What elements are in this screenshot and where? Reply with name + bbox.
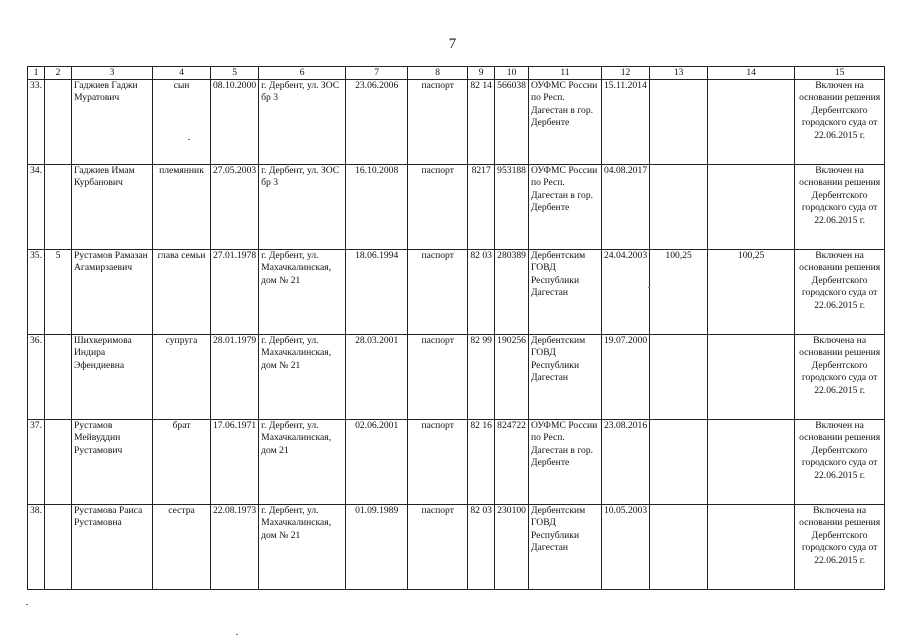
column-header: 9: [468, 67, 495, 80]
table-row: [28, 505, 885, 590]
scan-speck: [648, 287, 650, 288]
residents-table: [27, 66, 885, 590]
area-total-cell: [650, 420, 708, 505]
registration-date-cell: 02.06.2001: [346, 420, 408, 505]
column-header: 10: [495, 67, 529, 80]
issued-by-cell: Дербентским ГОВД Республики Дагестан: [528, 505, 601, 590]
family-number-cell: [45, 165, 72, 250]
passport-series-cell: 82 99: [468, 335, 495, 420]
area-total-cell: [650, 165, 708, 250]
passport-number-cell: 953188: [495, 165, 529, 250]
passport-number-cell: 280389: [495, 250, 529, 335]
passport-series-cell: 8217: [468, 165, 495, 250]
issue-date-cell: 04.08.2017: [601, 165, 649, 250]
document-type-cell: паспорт: [408, 80, 468, 165]
scan-speck: [188, 139, 190, 140]
registration-date-cell: 18.06.1994: [346, 250, 408, 335]
birth-date-cell: 28.01.1979: [211, 335, 259, 420]
note-cell: Включен на основании решения Дербентского городского суда от 22.06.2015 г.: [795, 80, 885, 165]
birth-date-cell: 27.05.2003: [211, 165, 259, 250]
table-row: [28, 165, 885, 250]
passport-number-cell: 190256: [495, 335, 529, 420]
full-name-cell: Гаджиев Имам Курбанович: [72, 165, 153, 250]
note-cell: Включена на основании решения Дербентского городского суда от 22.06.2015 г.: [795, 505, 885, 590]
address-cell: г. Дербент, ул. Махачкалинская, дом № 21: [259, 335, 346, 420]
issue-date-cell: 19.07.2000: [601, 335, 649, 420]
column-header: 4: [153, 67, 211, 80]
column-header: 6: [259, 67, 346, 80]
relation-cell: супруга: [153, 335, 211, 420]
area-living-cell: [708, 505, 795, 590]
column-header: 3: [72, 67, 153, 80]
scan-speck: [26, 604, 28, 605]
row-number-cell: 33.: [28, 80, 45, 165]
issued-by-cell: ОУФМС России по Респ. Дагестан в гор. Дербенте: [528, 165, 601, 250]
column-header: 1: [28, 67, 45, 80]
birth-date-cell: 08.10.2000: [211, 80, 259, 165]
column-header: 11: [528, 67, 601, 80]
row-number-cell: 35.: [28, 250, 45, 335]
passport-number-cell: 824722: [495, 420, 529, 505]
area-living-cell: [708, 420, 795, 505]
column-header: 12: [601, 67, 649, 80]
row-number-cell: 34.: [28, 165, 45, 250]
column-header: 13: [650, 67, 708, 80]
table-row: [28, 335, 885, 420]
note-cell: Включен на основании решения Дербентского городского суда от 22.06.2015 г.: [795, 420, 885, 505]
registration-date-cell: 01.09.1989: [346, 505, 408, 590]
column-header: 5: [211, 67, 259, 80]
relation-cell: сестра: [153, 505, 211, 590]
full-name-cell: Шихкеримова Индира Эфендиевна: [72, 335, 153, 420]
relation-cell: глава семьи: [153, 250, 211, 335]
relation-cell: сын: [153, 80, 211, 165]
issued-by-cell: Дербентским ГОВД Республики Дагестан: [528, 250, 601, 335]
note-cell: Включена на основании решения Дербентского городского суда от 22.06.2015 г.: [795, 335, 885, 420]
registration-date-cell: 16.10.2008: [346, 165, 408, 250]
full-name-cell: Рустамов Мейвуддин Рустамович: [72, 420, 153, 505]
document-type-cell: паспорт: [408, 505, 468, 590]
address-cell: г. Дербент, ул. Махачкалинская, дом № 21: [259, 505, 346, 590]
page-number: 7: [448, 36, 457, 52]
address-cell: г. Дербент, ул. ЗОС бр 3: [259, 165, 346, 250]
passport-number-cell: 566038: [495, 80, 529, 165]
address-cell: г. Дербент, ул. ЗОС бр 3: [259, 80, 346, 165]
birth-date-cell: 17.06.1971: [211, 420, 259, 505]
issue-date-cell: 23.08.2016: [601, 420, 649, 505]
document-type-cell: паспорт: [408, 250, 468, 335]
column-header: 8: [408, 67, 468, 80]
passport-number-cell: 230100: [495, 505, 529, 590]
family-number-cell: 5: [45, 250, 72, 335]
table-row: [28, 250, 885, 335]
family-number-cell: [45, 335, 72, 420]
scan-speck: [236, 634, 238, 635]
document-type-cell: паспорт: [408, 335, 468, 420]
document-type-cell: паспорт: [408, 420, 468, 505]
full-name-cell: Гаджиев Гаджи Муратович: [72, 80, 153, 165]
birth-date-cell: 27.01.1978: [211, 250, 259, 335]
address-cell: г. Дербент, ул. Махачкалинская, дом 21: [259, 420, 346, 505]
area-living-cell: [708, 335, 795, 420]
family-number-cell: [45, 505, 72, 590]
column-header: 2: [45, 67, 72, 80]
passport-series-cell: 82 03: [468, 505, 495, 590]
full-name-cell: Рустамова Раиса Рустамовна: [72, 505, 153, 590]
row-number-cell: 38.: [28, 505, 45, 590]
note-cell: Включен на основании решения Дербентского городского суда от 22.06.2015 г.: [795, 165, 885, 250]
column-header: 7: [346, 67, 408, 80]
issued-by-cell: ОУФМС России по Респ. Дагестан в гор. Дербенте: [528, 80, 601, 165]
relation-cell: племянник: [153, 165, 211, 250]
issue-date-cell: 10.05.2003: [601, 505, 649, 590]
birth-date-cell: 22.08.1973: [211, 505, 259, 590]
address-cell: г. Дербент, ул. Махачкалинская, дом № 21: [259, 250, 346, 335]
family-number-cell: [45, 80, 72, 165]
area-living-cell: 100,25: [708, 250, 795, 335]
issued-by-cell: ОУФМС России по Респ. Дагестан в гор. Дербенте: [528, 420, 601, 505]
area-total-cell: [650, 80, 708, 165]
full-name-cell: Рустамов Рамазан Агамирзаевич: [72, 250, 153, 335]
area-total-cell: [650, 335, 708, 420]
area-living-cell: [708, 80, 795, 165]
passport-series-cell: 82 16: [468, 420, 495, 505]
table-row: [28, 80, 885, 165]
area-living-cell: [708, 165, 795, 250]
registration-date-cell: 28.03.2001: [346, 335, 408, 420]
passport-series-cell: 82 03: [468, 250, 495, 335]
row-number-cell: 36.: [28, 335, 45, 420]
issue-date-cell: 24.04.2003: [601, 250, 649, 335]
family-number-cell: [45, 420, 72, 505]
passport-series-cell: 82 14: [468, 80, 495, 165]
relation-cell: брат: [153, 420, 211, 505]
header-row: [28, 67, 885, 80]
table-row: [28, 420, 885, 505]
document-type-cell: паспорт: [408, 165, 468, 250]
issue-date-cell: 15.11.2014: [601, 80, 649, 165]
area-total-cell: 100,25: [650, 250, 708, 335]
note-cell: Включен на основании решения Дербентского городского суда от 22.06.2015 г.: [795, 250, 885, 335]
issued-by-cell: Дербентским ГОВД Республики Дагестан: [528, 335, 601, 420]
column-header: 15: [795, 67, 885, 80]
row-number-cell: 37.: [28, 420, 45, 505]
registration-date-cell: 23.06.2006: [346, 80, 408, 165]
column-header: 14: [708, 67, 795, 80]
area-total-cell: [650, 505, 708, 590]
